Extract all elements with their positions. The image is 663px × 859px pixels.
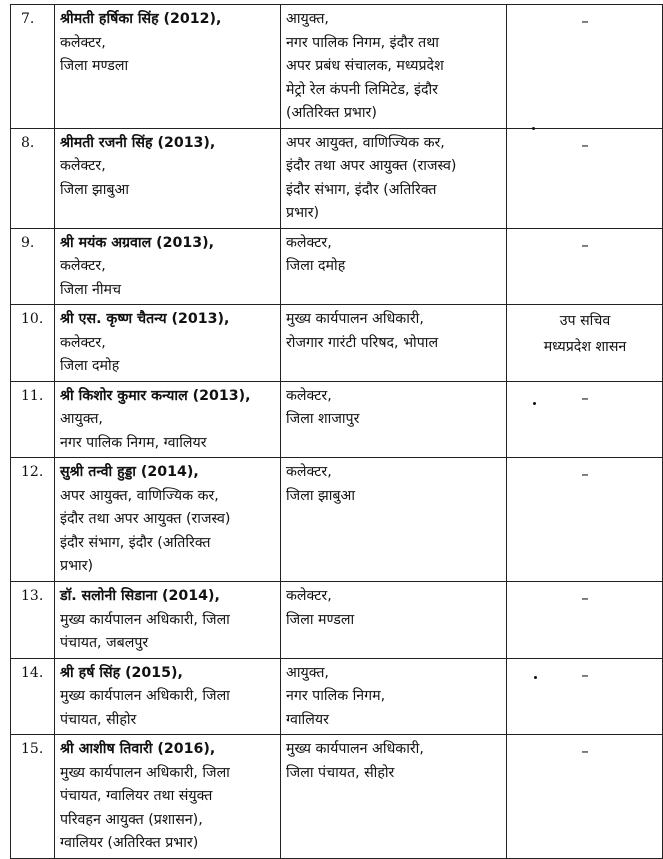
- current-post-line: ग्वालियर (अतिरिक्त प्रभार): [60, 835, 199, 851]
- current-post-line: आयुक्त,: [60, 411, 103, 427]
- officer-name: श्री आशीष तिवारी (2016),: [60, 741, 216, 757]
- new-post-cell: [281, 305, 507, 382]
- table-row: [11, 5, 663, 129]
- current-post-line: मुख्य कार्यपालन अधिकारी, जिला: [60, 688, 230, 704]
- new-post-cell: [281, 735, 507, 859]
- scan-speck: [534, 676, 537, 679]
- officer-cell: [55, 228, 281, 305]
- new-post-line: जिला शाजापुर: [286, 411, 360, 427]
- remarks-dash: –: [581, 465, 589, 483]
- table-row: [11, 305, 663, 382]
- new-post-line: जिला मण्डला: [286, 611, 355, 628]
- remarks-cell: [507, 458, 663, 582]
- new-post-line: मुख्य कार्यपालन अधिकारी,: [286, 311, 424, 327]
- current-post-line: कलेक्टर,: [60, 158, 106, 174]
- current-post-line: नगर पालिक निगम, ग्वालियर: [60, 434, 207, 451]
- table-body: [11, 5, 663, 859]
- remarks-dash: –: [581, 388, 589, 407]
- new-post-line: जिला दमोह: [286, 258, 346, 274]
- remarks-cell: [507, 5, 663, 129]
- remarks-dash: –: [581, 235, 589, 254]
- new-post-line: ग्वालियर: [286, 711, 329, 728]
- officer-cell: [55, 582, 281, 659]
- new-post-line: जिला झाबुआ: [286, 487, 356, 504]
- officer-name: श्रीमती रजनी सिंह (2013),: [60, 134, 216, 151]
- officer-name: श्री मयंक अग्रवाल (2013),: [60, 234, 215, 251]
- serial-number: 11.: [11, 381, 55, 458]
- table-row: [11, 735, 663, 859]
- officer-name: सुश्री तन्वी हुड्डा (2014),: [60, 464, 199, 480]
- new-post-line: प्रभार): [286, 205, 320, 221]
- officer-name: श्री एस. कृष्ण चैतन्य (2013),: [60, 311, 230, 327]
- current-post-line: अपर आयुक्त, वाणिज्यिक कर,: [60, 487, 219, 504]
- current-post-line: कलेक्टर,: [60, 258, 106, 274]
- table-row: [11, 658, 663, 735]
- officer-name: श्रीमती हर्षिका सिंह (2012),: [60, 11, 222, 27]
- current-post-line: पंचायत, ग्वालियर तथा संयुक्त: [60, 788, 213, 804]
- officer-cell: [55, 381, 281, 458]
- current-post-line: जिला मण्डला: [60, 58, 129, 74]
- current-post-line: कलेक्टर,: [60, 334, 106, 351]
- new-post-cell: [281, 658, 507, 735]
- new-post-cell: [281, 5, 507, 129]
- new-post-line: नगर पालिक निगम,: [286, 688, 386, 704]
- table-row: [11, 228, 663, 305]
- current-post-line: परिवहन आयुक्त (प्रशासन),: [60, 811, 203, 828]
- current-post-line: पंचायत, सीहोर: [60, 711, 137, 728]
- scan-speck: [532, 127, 535, 130]
- remarks-cell: [507, 305, 663, 382]
- new-post-cell: [281, 228, 507, 305]
- officer-name: डॉ. सलोनी सिडाना (2014),: [60, 588, 220, 604]
- table-row: [11, 458, 663, 582]
- new-post-line: (अतिरिक्त प्रभार): [286, 105, 377, 121]
- table-row: [11, 582, 663, 659]
- serial-number: 10.: [11, 305, 55, 382]
- remarks-cell: [507, 735, 663, 859]
- serial-number: 12.: [11, 458, 55, 582]
- current-post-line: कलेक्टर,: [60, 34, 106, 51]
- new-post-cell: [281, 381, 507, 458]
- new-post-line: रोजगार गारंटी परिषद, भोपाल: [286, 334, 439, 351]
- officer-cell: [55, 735, 281, 859]
- current-post-line: इंदौर संभाग, इंदौर (अतिरिक्त: [60, 534, 211, 551]
- table-row: [11, 381, 663, 458]
- serial-number: 15.: [11, 735, 55, 859]
- new-post-line: इंदौर तथा अपर आयुक्त (राजस्व): [286, 158, 457, 174]
- new-post-line: नगर पालिक निगम, इंदौर तथा: [286, 34, 439, 51]
- scan-speck: [533, 402, 536, 405]
- remarks-cell: [507, 658, 663, 735]
- current-post-line: जिला नीमच: [60, 281, 122, 298]
- new-post-line: जिला पंचायत, सीहोर: [286, 764, 395, 781]
- new-post-line: अपर प्रबंध संचालक, मध्यप्रदेश: [286, 58, 444, 74]
- current-post-line: पंचायत, जबलपुर: [60, 635, 149, 651]
- serial-number: 8.: [11, 128, 55, 228]
- remarks-cell: [507, 381, 663, 458]
- new-post-line: कलेक्टर,: [286, 387, 332, 404]
- new-post-line: कलेक्टर,: [286, 464, 332, 480]
- new-post-line: मेट्रो रेल कंपनी लिमिटेड, इंदौर: [286, 81, 438, 98]
- officer-name: श्री किशोर कुमार कन्याल (2013),: [60, 387, 251, 404]
- officer-name: श्री हर्ष सिंह (2015),: [60, 664, 183, 681]
- remarks-cell: [507, 128, 663, 228]
- remarks-cell: [507, 228, 663, 305]
- remarks-dash: –: [581, 135, 589, 154]
- serial-number: 7.: [11, 5, 55, 129]
- new-post-cell: [281, 582, 507, 659]
- remarks-cell: [507, 582, 663, 659]
- serial-number: 9.: [11, 228, 55, 305]
- new-post-cell: [281, 128, 507, 228]
- transfer-list-table: [10, 4, 663, 859]
- current-post-line: इंदौर तथा अपर आयुक्त (राजस्व): [60, 511, 231, 527]
- new-post-line: अपर आयुक्त, वाणिज्यिक कर,: [286, 134, 445, 151]
- officer-cell: [55, 658, 281, 735]
- new-post-line: आयुक्त,: [286, 664, 329, 681]
- table-row: [11, 128, 663, 228]
- officer-cell: [55, 305, 281, 382]
- serial-number: 14.: [11, 658, 55, 735]
- remarks-dash: –: [581, 742, 589, 760]
- serial-number: 13.: [11, 582, 55, 659]
- new-post-line: कलेक्टर,: [286, 234, 332, 251]
- new-post-cell: [281, 458, 507, 582]
- remarks-line: उप सचिव: [559, 313, 611, 329]
- current-post-line: जिला दमोह: [60, 358, 120, 374]
- new-post-line: आयुक्त,: [286, 11, 329, 27]
- new-post-line: कलेक्टर,: [286, 588, 332, 604]
- officer-cell: [55, 5, 281, 129]
- current-post-line: जिला झाबुआ: [60, 181, 130, 198]
- current-post-line: प्रभार): [60, 558, 94, 574]
- remarks-dash: –: [581, 589, 589, 607]
- officer-cell: [55, 458, 281, 582]
- new-post-line: मुख्य कार्यपालन अधिकारी,: [286, 741, 424, 757]
- remarks-dash: –: [581, 12, 589, 30]
- remarks-dash: –: [581, 665, 589, 684]
- officer-cell: [55, 128, 281, 228]
- current-post-line: मुख्य कार्यपालन अधिकारी, जिला: [60, 764, 230, 781]
- current-post-line: मुख्य कार्यपालन अधिकारी, जिला: [60, 611, 230, 628]
- remarks-line: मध्यप्रदेश शासन: [543, 339, 627, 355]
- new-post-line: इंदौर संभाग, इंदौर (अतिरिक्त: [286, 181, 437, 198]
